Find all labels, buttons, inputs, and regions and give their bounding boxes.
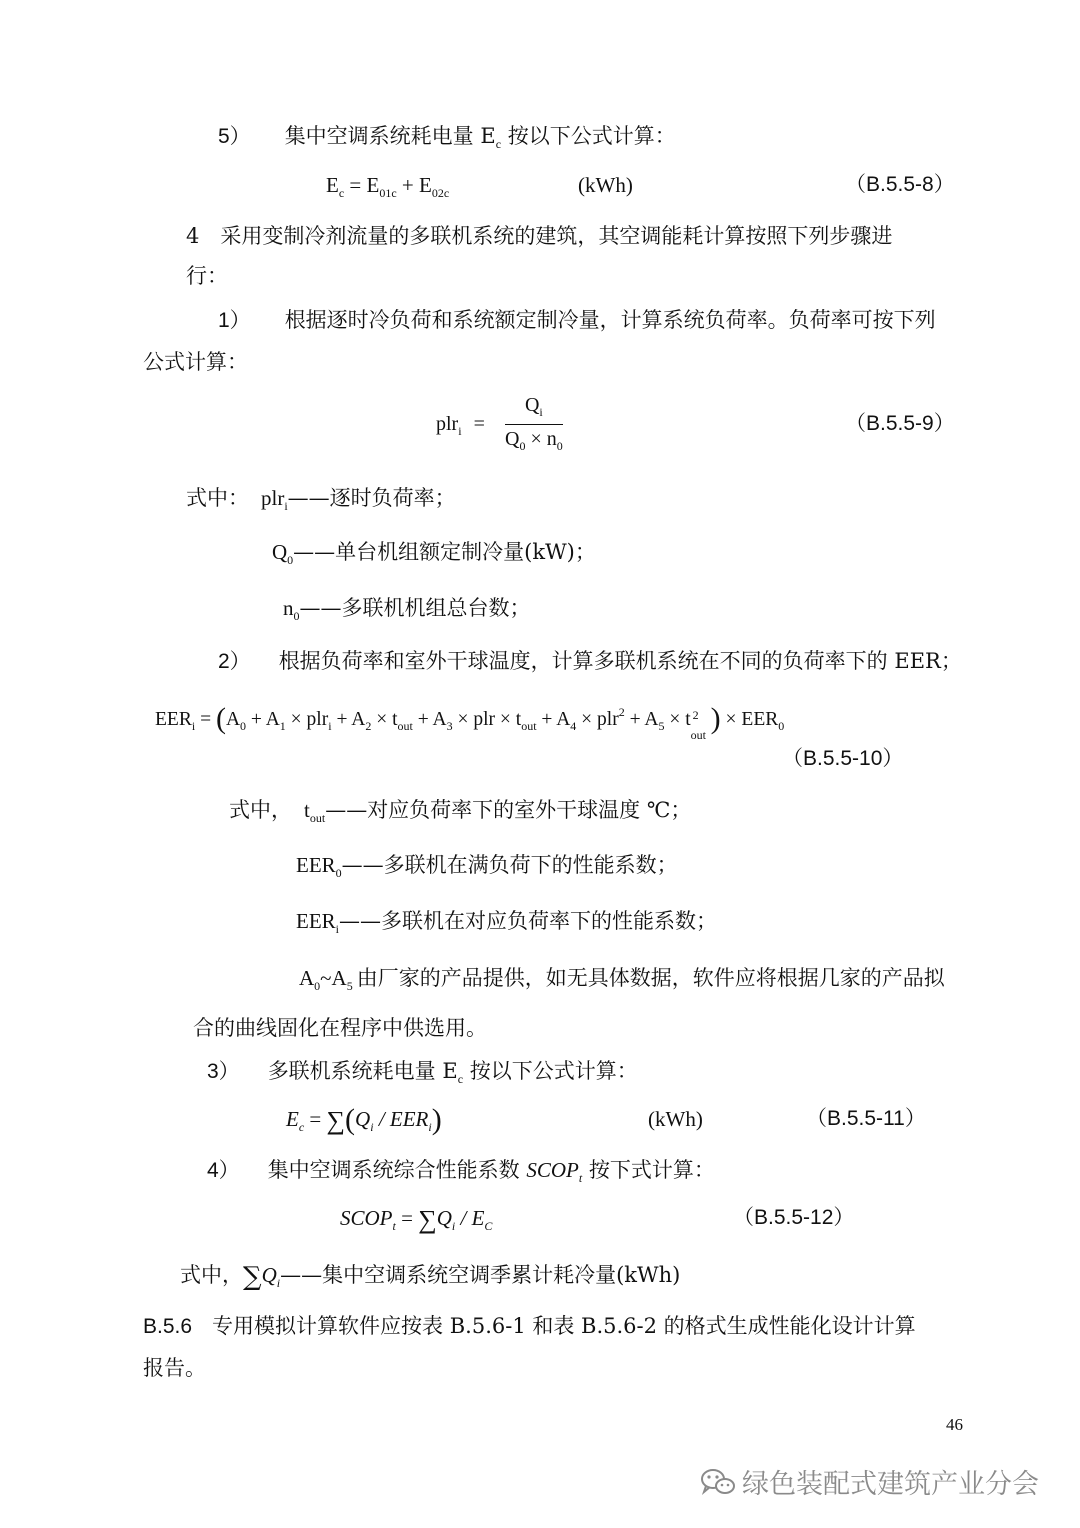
where-clause-eer0: $EER_0——$多联机在满负荷下的性能系数； xyxy=(296,853,678,880)
equation-b558: $E_c = E_{01c} + E_{02c}$ xyxy=(326,173,450,200)
where-clause-sum-qi: 式中，$\sum Q_i——$集中空调系统空调季累计耗冷量(kWh) xyxy=(180,1262,681,1292)
where-clause-a0-a5: $A_0\sim A_5$ 由厂家的产品提供，如无具体数据，软件应将根据几家的产品拟 xyxy=(299,966,945,993)
equation-b559-lhs: plr$_i$ = xyxy=(436,413,485,438)
unit-label: (kWh) xyxy=(648,1107,703,1131)
clause-b56-line1: B.5.6 专用模拟计算软件应按表 B.5.6-1 和表 B.5.6-2 的格式生成性能化设计计算 xyxy=(143,1314,916,1338)
item-4: 4） 集中空调系统综合性能系数 $SCOP_t$ 按下式计算： xyxy=(207,1158,715,1185)
item-1-line2: 公式计算： xyxy=(143,350,248,374)
where-clause-n0: $n_0——$多联机机组总台数； xyxy=(283,596,531,623)
equation-number: （B.5.5-11） xyxy=(806,1107,926,1130)
where-clause-a0-a5-line2: 合的曲线固化在程序中供选用。 xyxy=(193,1016,487,1040)
item-number: 5） xyxy=(218,125,251,148)
where-clause-eeri: $EER_i——$多联机在对应负荷率下的性能系数； xyxy=(296,909,718,936)
paragraph-4-line1: 4 采用变制冷剂流量的多联机系统的建筑，其空调能耗计算按照下列步骤进 xyxy=(186,224,893,248)
unit-label: (kWh) xyxy=(578,173,633,197)
wechat-icon xyxy=(700,1467,736,1497)
watermark xyxy=(700,1462,1039,1501)
clause-b56-line2: 报告。 xyxy=(143,1356,206,1380)
where-clause-q0: $Q_0——$单台机组额定制冷量(kW)； xyxy=(272,540,596,567)
where-clause-plr: 式中： plr$_i$——逐时负荷率； xyxy=(186,486,456,513)
paragraph-4-line2: 行： xyxy=(186,264,228,288)
equation-b5510: $EER_i = (A_0 + A_1 \times plr_i + A_2 \times t_{out} + A_3$ × plr × $t_{out} + A_4 \times plr^2 + A_5 \times t$ 2 out ) × $EER_0$ xyxy=(155,702,785,742)
equation-b5512: $SCOP_t = \sum Q_i / E_C$ xyxy=(340,1205,493,1234)
watermark-text: 绿色装配式建筑产业分会 xyxy=(742,1469,1039,1500)
item-3: 3） 多联机系统耗电量 $E_c$ 按以下公式计算： xyxy=(207,1059,638,1086)
equation-number: （B.5.5-10） xyxy=(782,747,904,770)
where-clause-tout: 式中， $t_{out}——$对应负荷率下的室外干球温度 ℃； xyxy=(229,798,692,825)
fraction: $\frac{Q_i}{Q_0 \times n_0}$ xyxy=(505,394,563,453)
equation-number: （B.5.5-8） xyxy=(845,173,955,196)
page-number: 46 xyxy=(946,1415,963,1434)
equation-number: （B.5.5-9） xyxy=(845,412,955,435)
item-5: 5） 集中空调系统耗电量 $E_c$ 按以下公式计算： xyxy=(218,124,676,151)
equation-b5511: $E_c = \sum(Q_i / EER_i)$ xyxy=(286,1103,442,1136)
item-2: 2） 根据负荷率和室外干球温度，计算多联机系统在不同的负荷率下的 EER； xyxy=(218,649,962,673)
item-1-line1: 1） 根据逐时冷负荷和系统额定制冷量，计算系统负荷率。负荷率可按下列 xyxy=(218,308,936,332)
equation-number: （B.5.5-12） xyxy=(733,1206,855,1229)
